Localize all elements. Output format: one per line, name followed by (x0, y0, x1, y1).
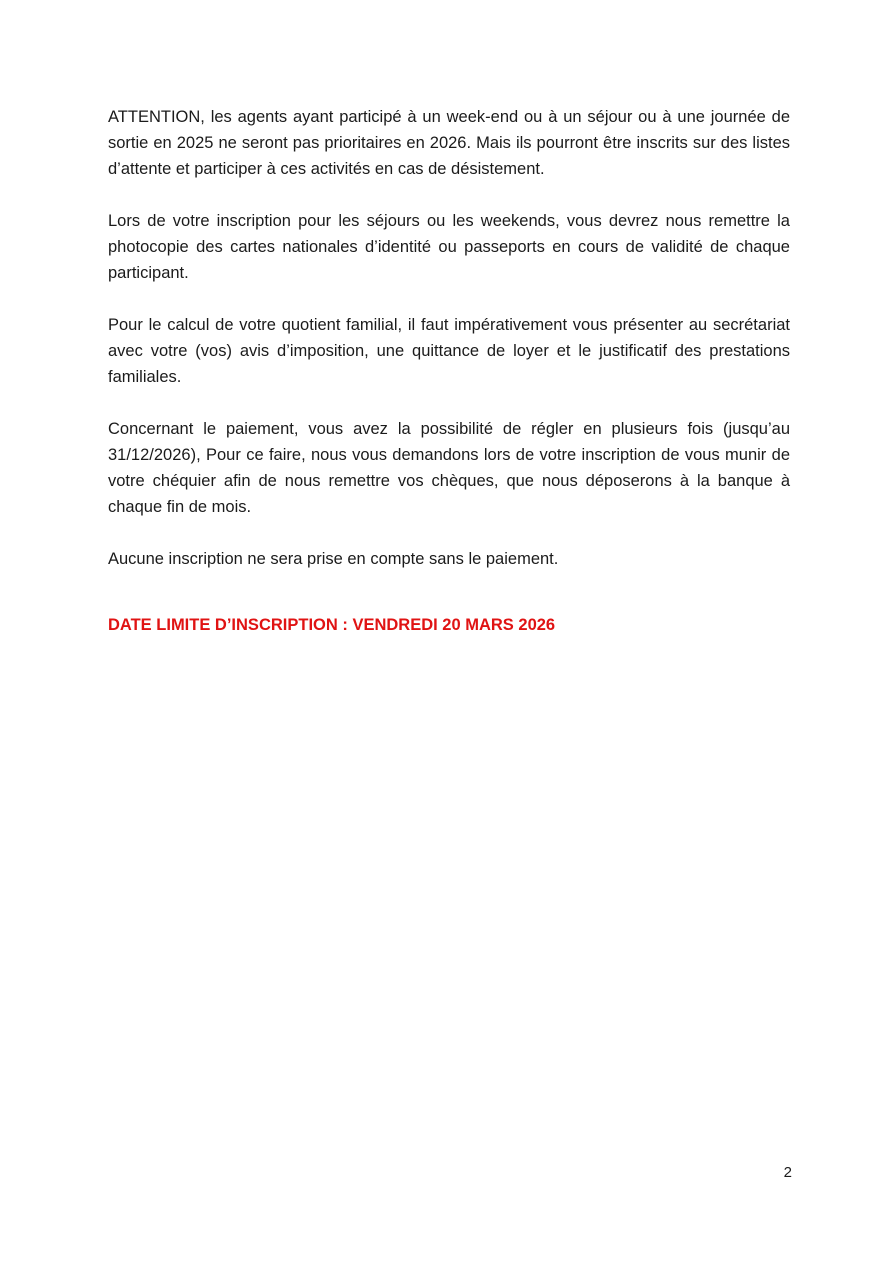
paragraph-inscription-paiement: Aucune inscription ne sera prise en compte sans le paiement. (108, 550, 559, 568)
deadline-notice: DATE LIMITE D’INSCRIPTION : VENDREDI 20 MARS 2026 (108, 616, 556, 634)
paragraph-attention-priority: ATTENTION, les agents ayant participé à un week-end ou à un séjour ou à une journée de sortie en 2025 ne seront pas prioritaires en 2026. Mais ils pourront être inscrits sur des listes d’attente et participer à ces activités en cas de désistement. (108, 108, 790, 178)
page-footer (108, 1163, 792, 1183)
paragraph-paiement: Concernant le paiement, vous avez la possibilité de régler en plusieurs fois (jusqu’au 31/12/2026), Pour ce faire, nous vous demandons lors de votre inscription de vous munir de votre chéquier afin de nous remettre vos chèques, que nous déposerons à la banque à chaque fin de mois. (108, 420, 790, 516)
page-number: 2 (783, 1164, 792, 1181)
paragraph-quotient-familial: Pour le calcul de votre quotient familial, il faut impérativement vous présenter au secrétariat avec votre (vos) avis d’imposition, une quittance de loyer et le justificatif des prestations familiales. (108, 316, 790, 386)
paragraph-identity-documents: Lors de votre inscription pour les séjours ou les weekends, vous devrez nous remettre la photocopie des cartes nationales d’identité ou passeports en cours de validité de chaque participant. (108, 212, 790, 282)
